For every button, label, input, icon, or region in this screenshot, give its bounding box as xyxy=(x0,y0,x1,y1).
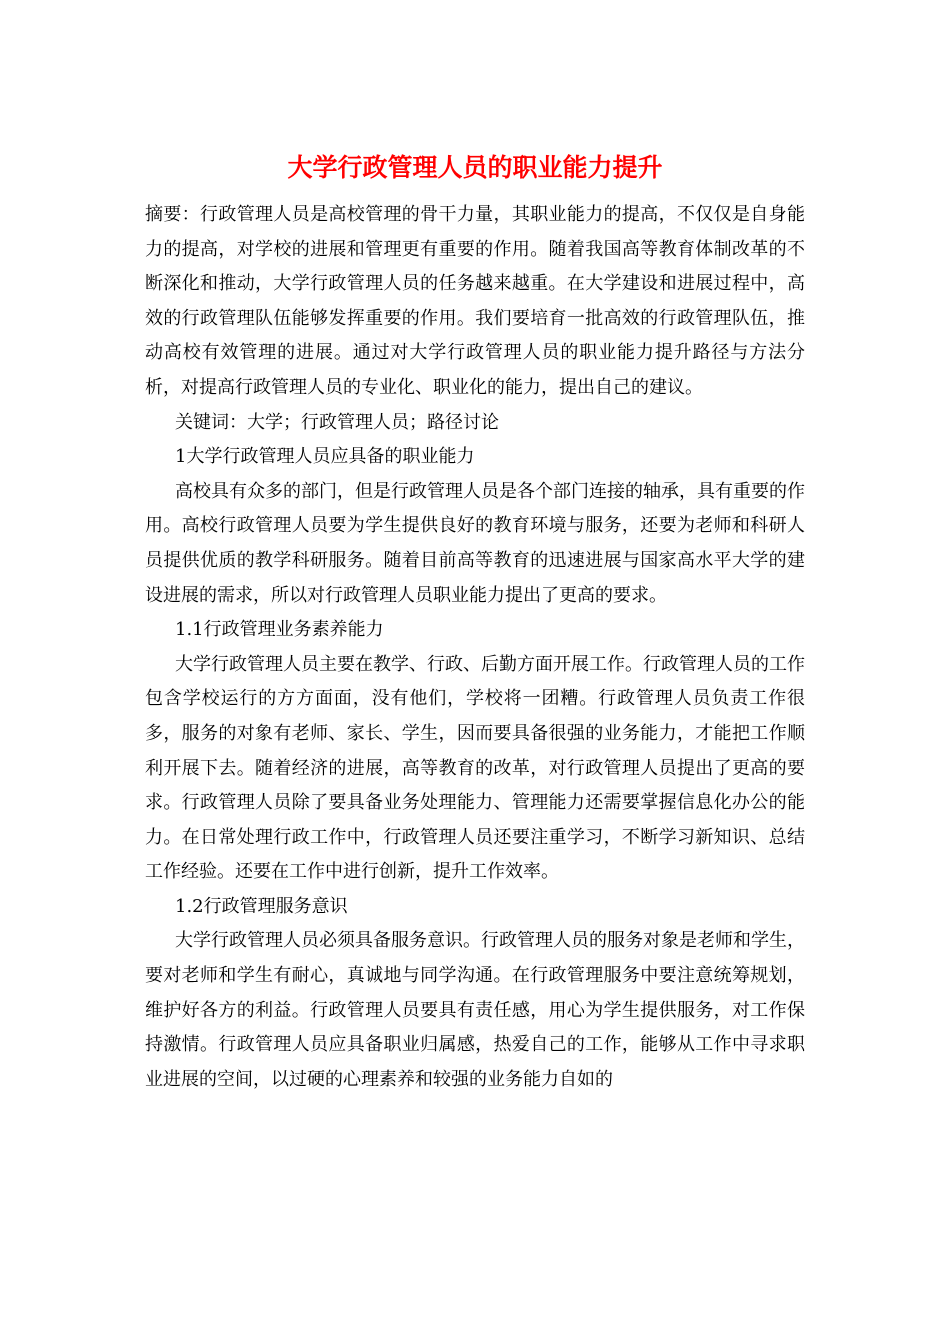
document-title: 大学行政管理人员的职业能力提升 xyxy=(287,153,663,182)
document-body xyxy=(145,198,805,1097)
section-1-paragraph: 高校具有众多的部门，但是行政管理人员是各个部门连接的轴承，具有重要的作用。高校行政管理人员要为学生提供良好的教育环境与服务，还要为老师和科研人员提供优质的教学科研服务。随着目前高等教育的迅速进展与国家高水平大学的建设进展的需求，所以对行政管理人员职业能力提出了更高的要求。 xyxy=(145,480,805,606)
section-1-1-heading: 1.1行政管理业务素养能力 xyxy=(175,619,384,641)
section-1-1-paragraph: 大学行政管理人员主要在教学、行政、后勤方面开展工作。行政管理人员的工作包含学校运行的方方面面，没有他们，学校将一团糟。行政管理人员负责工作很多，服务的对象有老师、家长、学生，因而要具备很强的业务能力，才能把工作顺利开展下去。随着经济的进展，高等教育的改革，对行政管理人员提出了更高的要求。行政管理人员除了要具备业务处理能力、管理能力还需要掌握信息化办公的能力。在日常处理行政工作中，行政管理人员还要注重学习，不断学习新知识、总结工作经验。还要在工作中进行创新，提升工作效率。 xyxy=(145,653,805,883)
abstract-paragraph: 摘要：行政管理人员是高校管理的骨干力量，其职业能力的提高，不仅仅是自身能力的提高，对学校的进展和管理更有重要的作用。随着我国高等教育体制改革的不断深化和推动，大学行政管理人员的任务越来越重。在大学建设和进展过程中，高效的行政管理队伍能够发挥重要的作用。我们要培育一批高效的行政管理队伍，推动高校有效管理的进展。通过对大学行政管理人员的职业能力提升路径与方法分析，对提高行政管理人员的专业化、职业化的能力，提出自己的建议。 xyxy=(145,204,805,398)
section-1-2-paragraph: 大学行政管理人员必须具备服务意识。行政管理人员的服务对象是老师和学生，要对老师和学生有耐心，真诚地与同学沟通。在行政管理服务中要注意统筹规划，维护好各方的利益。行政管理人员要具有责任感，用心为学生提供服务，对工作保持激情。行政管理人员应具备职业归属感，热爱自己的工作，能够从工作中寻求职业进展的空间，以过硬的心理素养和较强的业务能力自如的 xyxy=(145,930,805,1090)
keywords-line: 关键词：大学；行政管理人员；路径讨论 xyxy=(175,411,499,433)
section-1-heading: 1大学行政管理人员应具备的职业能力 xyxy=(175,446,475,468)
section-1-2-heading: 1.2行政管理服务意识 xyxy=(175,895,348,917)
